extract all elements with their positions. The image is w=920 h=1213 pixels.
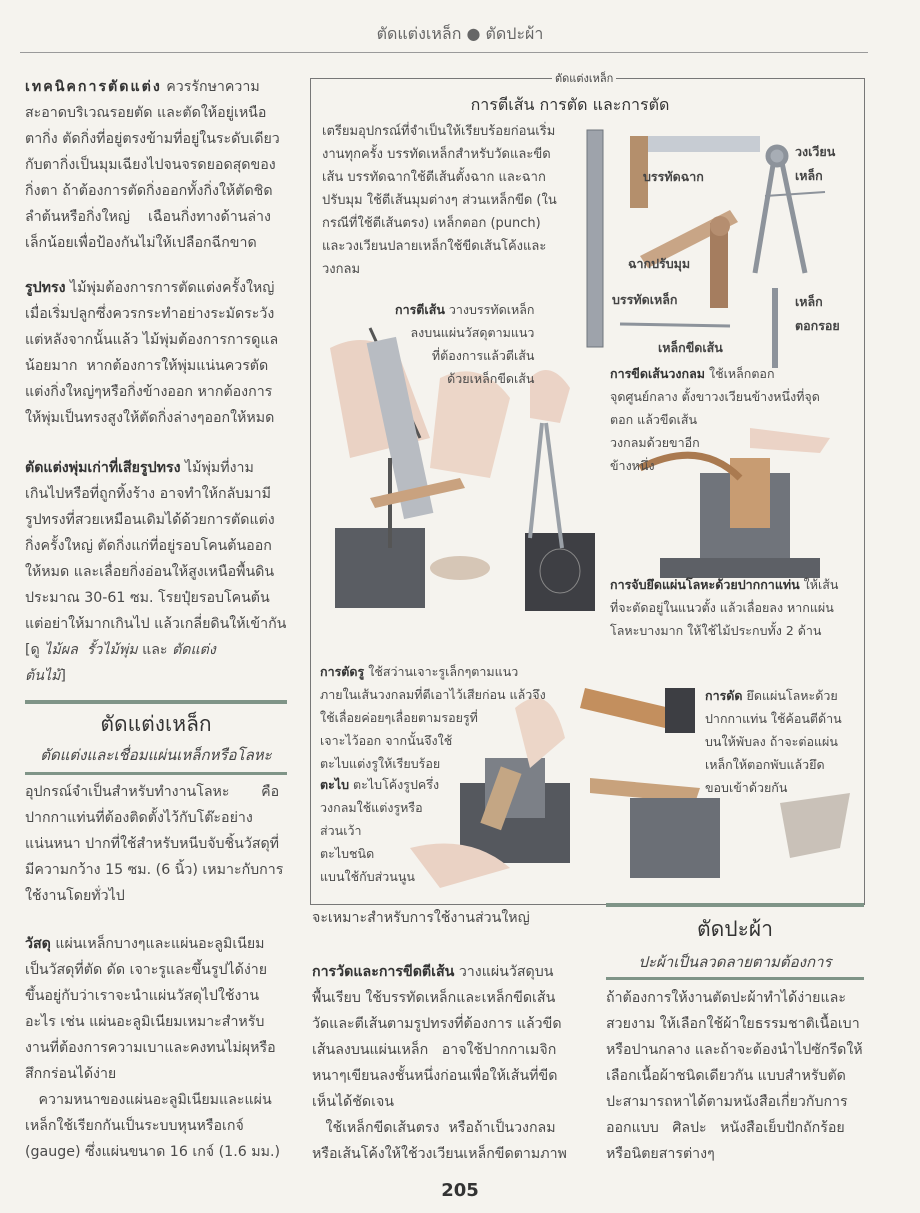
- text-line: [25, 275, 278, 301]
- line-text: ใช้เลื่อยค่อยๆเลื่อยตามรอยรูที่: [320, 710, 478, 725]
- text-line: [25, 533, 286, 559]
- line-text: แต่งกิ่งใหญ่ๆหรือกิ่งข้างออก หากต้องการ: [25, 384, 273, 400]
- line-text: แต่หลังจากนั้นแล้ว ไม้พุ่มต้องการการดูแล: [25, 332, 279, 348]
- text-line: [320, 819, 439, 842]
- line-text: วัดและตีเส้นตามรูปทรงที่ต้องการ แล้วขีด: [312, 1016, 562, 1032]
- line-text: กรณีที่ใช้ตีเส้นตรง) เหล็กตอก (punch): [322, 216, 541, 231]
- text-line: [25, 230, 280, 256]
- see-also-hedges[interactable]: รั้วไม้พุ่ม: [86, 642, 138, 658]
- line-text: กับตากิ่งเป็นมุมเฉียงไปจนจรดยอดสุดของ: [25, 157, 276, 173]
- see-also: [25, 637, 216, 689]
- text-line: [320, 796, 439, 819]
- line-text: ความหนาของแผ่นอะลูมิเนียมและแผ่น: [25, 1092, 272, 1108]
- text-line: [610, 596, 838, 619]
- lead-in-heading: การตัดรู: [320, 664, 365, 679]
- paragraph-measuring: [312, 959, 567, 1167]
- caption-vice: [610, 573, 838, 642]
- line-text: ตากิ่ง ตัดกิ่งที่อยู่ตรงข้ามที่อยู่ในระดับเดียว: [25, 131, 280, 147]
- line-text: เห็นได้ชัดเจน: [312, 1094, 394, 1110]
- text-line: [320, 706, 546, 729]
- paragraph-applique: [606, 985, 863, 1167]
- text-line: [705, 730, 842, 753]
- line-text: สึกกร่อนได้ง่าย: [25, 1066, 117, 1082]
- line-text: จุดศูนย์กลาง ตั้งขาวงเวียนข้างหนึ่งที่จุด: [610, 389, 820, 404]
- text-line: [606, 985, 863, 1011]
- line-text: ให้หมด และเลื่อยกิ่งอ่อนให้สูงเหนือพื้นดิน: [25, 564, 275, 580]
- line-text: วางบรรทัดเหล็ก: [444, 302, 535, 317]
- text-line: [25, 405, 278, 431]
- text-line: [25, 353, 278, 379]
- line-text: งานที่ต้องการความเบาและคงทนไม่ผุหรือ: [25, 1040, 276, 1056]
- section-rule-bottom: [25, 772, 287, 775]
- text-line: [25, 1061, 280, 1087]
- caption-folding: [705, 684, 842, 799]
- text-line: [312, 905, 530, 931]
- text-line: [25, 779, 283, 805]
- line-text: งานทุกครั้ง บรรทัดเหล็กสำหรับวัดและขีด: [322, 147, 551, 162]
- line-text: (gauge) ซึ่งแผ่นขนาด 16 เกจ์ (1.6 มม.): [25, 1144, 280, 1160]
- text-line: [25, 152, 280, 178]
- text-line: [25, 1035, 280, 1061]
- line-text: ขอบเข้าด้วยกัน: [705, 780, 788, 795]
- line-text: แผ่นเหล็กบางๆและแผ่นอะลูมิเนียม: [50, 936, 265, 952]
- paragraph-metalwork-intro: [25, 779, 283, 909]
- line-text: ปรับมุม ใช้ตีเส้นมุมต่างๆ ส่วนเหล็กขีด (ใน: [322, 193, 557, 208]
- text-line: [606, 1115, 863, 1141]
- text-line: [312, 1141, 567, 1167]
- caption-marking: [395, 298, 534, 390]
- text-line: [395, 321, 534, 344]
- see-also-open: [ดู: [25, 642, 45, 658]
- line-text: พื้นเรียบ ใช้บรรทัดเหล็กและเหล็กขีดเส้น: [312, 990, 556, 1006]
- line-text: ลำต้นหรือกิ่งใหญ่ เฉือนกิ่งทางด้านล่าง: [25, 209, 271, 225]
- text-line: [25, 1087, 280, 1113]
- text-line: [25, 1113, 280, 1139]
- text-line: [610, 385, 820, 408]
- text-line: [610, 408, 820, 431]
- paragraph-old-shrub: [25, 455, 286, 637]
- label-center-punch: [795, 290, 840, 338]
- text-line: [320, 752, 546, 775]
- text-line: [25, 126, 280, 152]
- caption-file: [320, 773, 439, 888]
- line-text: ลงบนแผ่นวัสดุตามแนว: [410, 325, 535, 340]
- label-compass-line-1: วงเวียน: [795, 144, 836, 159]
- text-line: [25, 178, 280, 204]
- header-rule: [20, 52, 868, 53]
- line-text: ที่ต้องการแล้วตีเส้น: [431, 348, 535, 363]
- paragraph-continued: [312, 905, 530, 931]
- lead-in-heading: การขีดเส้นวงกลม: [610, 366, 706, 381]
- paragraph-materials: [25, 931, 280, 1165]
- line-text: ส่วนเว้า: [320, 823, 362, 838]
- label-try-square: บรรทัดฉาก: [643, 169, 704, 184]
- text-line: [25, 327, 278, 353]
- lead-in-heading: ตะไบ: [320, 777, 350, 792]
- text-line: [312, 985, 567, 1011]
- line-text: ไม้พุ่มที่งาม: [180, 460, 254, 476]
- line-text: เกินไปหรือที่ถูกทิ้งร้าง อาจทำให้กลับมามี: [25, 486, 271, 502]
- line-text: จะเหมาะสำหรับการใช้งานส่วนใหญ่: [312, 910, 530, 926]
- text-line: [606, 1063, 863, 1089]
- text-line: [25, 100, 280, 126]
- section-title-applique: ตัดปะผ้า: [697, 917, 773, 941]
- text-line: [312, 1063, 567, 1089]
- compass-circle-illustration: [525, 370, 595, 611]
- text-line: [610, 619, 838, 642]
- text-line: [610, 573, 838, 596]
- line-text: ปากกาแท่น ใช้ค้อนตีด้าน: [705, 711, 842, 726]
- text-line: [312, 1011, 567, 1037]
- line-text: ตอก แล้วขีดเส้น: [610, 412, 698, 427]
- label-punch-line-2: ตอกรอย: [795, 318, 840, 333]
- lead-in-heading: การดัด: [705, 688, 743, 703]
- line-text: หนาๆเขียนลงชั้นหนึ่งก่อนเพื่อให้เส้นที่ขีด: [312, 1068, 558, 1084]
- line-text: ขึ้นอยู่กับว่าเราจะนำแผ่นวัสดุไปใช้งาน: [25, 988, 260, 1004]
- text-line: [320, 683, 546, 706]
- line-text: อะไร เช่น แผ่นอะลูมิเนียมเหมาะสำหรับ: [25, 1014, 265, 1030]
- line-text: ประมาณ 30-61 ซม. โรยปุ๋ยรอบโคนต้น: [25, 590, 270, 606]
- line-text: รูปทรงที่สวยเหมือนเดิมได้ด้วยการตัดแต่ง: [25, 512, 275, 528]
- text-line: [606, 1141, 863, 1167]
- line-text: ข้างหนึ่ง: [610, 458, 655, 473]
- text-line: [610, 362, 820, 385]
- label-compass: [795, 140, 835, 188]
- text-line: [320, 842, 439, 865]
- text-line: [25, 301, 278, 327]
- line-text: เล็กน้อยเพื่อป้องกันไม่ให้เปลือกฉีกขาด: [25, 235, 257, 251]
- text-line: [610, 431, 820, 454]
- lead-in-heading: ตัดแต่งพุ่มเก่าที่เสียรูปทรง: [25, 460, 181, 476]
- label-steel-rule: บรรทัดเหล็ก: [612, 292, 678, 307]
- label-punch-line-1: เหล็ก: [795, 294, 823, 309]
- line-text: หรือเส้นโค้งให้ใช้วงเวียนเหล็กขีดตามภาพ: [312, 1146, 567, 1162]
- box-label: ตัดแต่งเหล็ก: [552, 69, 616, 87]
- lead-in-heading: การจับยึดแผ่นโลหะด้วยปากกาแท่น: [610, 577, 800, 592]
- section-rule-bottom-patchwork: [606, 977, 864, 980]
- text-line: [312, 1037, 567, 1063]
- text-line: [25, 611, 286, 637]
- text-line: [320, 660, 546, 683]
- section-subtitle-applique: ปะผ้าเป็นลวดลายตามต้องการ: [638, 953, 832, 971]
- text-line: [705, 776, 842, 799]
- line-text: เมื่อเริ่มปลูกซึ่งควรกระทำอย่างระมัดระวัง: [25, 306, 275, 322]
- line-text: กิ่งตา ถ้าต้องการตัดกิ่งออกทั้งกิ่งให้ตัดชิด: [25, 183, 273, 199]
- text-line: [25, 507, 286, 533]
- line-text: ใช้สว่านเจาะรูเล็กๆตามแนว: [364, 664, 519, 679]
- line-text: ปากกาแท่นที่ต้องติดตั้งไว้กับโต๊ะอย่าง: [25, 810, 253, 826]
- caption-circle: [610, 362, 820, 477]
- line-text: ตะไบแต่งรูให้เรียบร้อย: [320, 756, 441, 771]
- text-line: [705, 753, 842, 776]
- line-text: แน่นหนา ปากที่ใช้สำหรับหนีบจับชิ้นวัสดุที่: [25, 836, 280, 852]
- line-text: กิ่งครั้งใหญ่ ตัดกิ่งแก่ที่อยู่รอบโคนต้นออก: [25, 538, 272, 554]
- line-text: เลือกเนื้อผ้าชนิดเดียวกัน แบบสำหรับตัด: [606, 1068, 846, 1084]
- line-text: แต่อย่าให้มากเกินไป แล้วเกลี่ยดินให้เข้ากัน: [25, 616, 287, 632]
- line-text: เตรียมอุปกรณ์ที่จำเป็นให้เรียบร้อยก่อนเริ่ม: [322, 124, 556, 139]
- section-subtitle-metalwork: ตัดแต่งและเชื่อมแผ่นเหล็กหรือโลหะ: [40, 746, 272, 764]
- see-also-pruning[interactable]: ตัดแต่ง: [172, 642, 216, 658]
- text-line: [610, 454, 820, 477]
- text-line: [25, 74, 280, 100]
- see-also-close: ]: [60, 668, 66, 684]
- text-line: [25, 857, 283, 883]
- line-text: ใช้เหล็กตอก: [705, 366, 775, 381]
- text-line: [25, 481, 286, 507]
- text-line: [312, 959, 567, 985]
- line-text: ตะไบชนิด: [320, 846, 375, 861]
- see-also-and: และ: [137, 642, 173, 658]
- text-line: [25, 983, 280, 1009]
- line-text: ให้พุ่มเป็นทรงสูงให้ตัดกิ่งล่างๆออกให้หมด: [25, 410, 275, 426]
- line-text: โลหะบางมาก ให้ใช้ไม้ประกบทั้ง 2 ด้าน: [610, 623, 822, 638]
- line-text: สวยงาม ให้เลือกใช้ผ้าใยธรรมชาติเนื้อเบา: [606, 1016, 860, 1032]
- line-text: ถ้าต้องการให้งานตัดปะผ้าทำได้ง่ายและ: [606, 990, 846, 1006]
- line-text: ใช้งานโดยทั่วไป: [25, 888, 125, 904]
- section-rule-top: [25, 700, 287, 704]
- line-text: ออกแบบ ศิลปะ หนังสือเย็บปักถักร้อย: [606, 1120, 845, 1136]
- line-text: เหล็กให้ตอกพับแล้วยึด: [705, 757, 825, 772]
- text-line: [320, 729, 546, 752]
- line-text: แบนใช้กับส่วนนูน: [320, 869, 415, 884]
- line-text: ตะไบโค้งรูปครึ่ง: [349, 777, 440, 792]
- text-line: [25, 883, 283, 909]
- line-text: วางแผ่นวัสดุบน: [454, 964, 554, 980]
- line-text: ด้วยเหล็กขีดเส้น: [447, 371, 535, 386]
- line-text: มีความกว้าง 15 ซม. (6 นิ้ว) เหมาะกับการ: [25, 862, 284, 878]
- text-line: [25, 831, 283, 857]
- text-line: [606, 1011, 863, 1037]
- running-header: ตัดแต่งเหล็ก ● ตัดปะผ้า: [376, 24, 544, 43]
- line-text: ควรรักษาความ: [161, 79, 260, 95]
- line-text: ไม้พุ่มต้องการการตัดแต่งครั้งใหญ่: [65, 280, 275, 296]
- text-line: [395, 344, 534, 367]
- text-line: [312, 1089, 567, 1115]
- paragraph-shape: [25, 275, 278, 431]
- text-line: [606, 1089, 863, 1115]
- text-line: [25, 1009, 280, 1035]
- line-text: สะอาดบริเวณรอยตัด และตัดให้อยู่เหนือ: [25, 105, 267, 121]
- figure-title: การตีเส้น การตัด และการตัด: [470, 95, 670, 114]
- line-text: วงกลมด้วยขาอีก: [610, 435, 700, 450]
- label-scriber: เหล็กขีดเส้น: [658, 340, 723, 355]
- line-text: ภายในเส้นวงกลมที่ตีเอาไว้เสียก่อน แล้วจึง: [320, 687, 546, 702]
- line-text: เจาะไว้ออก จากนั้นจึงใช้: [320, 733, 453, 748]
- text-line: [25, 805, 283, 831]
- line-text: วงกลมใช้แต่งรูหรือ: [320, 800, 423, 815]
- line-text: เป็นวัสดุที่ตัด ดัด เจาะรูและขึ้นรูปได้ง่าย: [25, 962, 268, 978]
- text-line: [705, 684, 842, 707]
- line-text: น้อยมาก หากต้องการให้พุ่มแน่นควรตัด: [25, 358, 269, 374]
- text-line: [25, 957, 280, 983]
- text-line: [395, 367, 534, 390]
- line-text: บนให้พับลง ถ้าจะต่อแผ่น: [705, 734, 838, 749]
- text-line: [312, 1115, 567, 1141]
- line-text: ยึดแผ่นโลหะด้วย: [742, 688, 838, 703]
- punch-drawing: [772, 288, 778, 368]
- steel-rule-drawing: [587, 130, 603, 347]
- lead-in-heading: การวัดและการขีดตีเส้น: [312, 964, 455, 980]
- text-line: [606, 1037, 863, 1063]
- text-line: [25, 1139, 280, 1165]
- line-text: หรือปานกลาง และถ้าจะต้องนำไปซักรีดให้: [606, 1042, 863, 1058]
- line-text: เส้นลงบนแผ่นเหล็ก อาจใช้ปากกาเมจิก: [312, 1042, 557, 1058]
- text-line: [705, 707, 842, 730]
- line-text: ที่จะตัดอยู่ในแนวตั้ง แล้วเลื่อยลง หากแผ่น: [610, 600, 834, 615]
- lead-in-heading: รูปทรง: [25, 280, 66, 296]
- label-sliding-bevel: ฉากปรับมุม: [628, 256, 691, 271]
- page-number: 205: [441, 1180, 479, 1201]
- section-title-metalwork: ตัดแต่งเหล็ก: [100, 712, 212, 736]
- paragraph-pruning-technique: [25, 74, 280, 256]
- see-also-pruning-2[interactable]: ต้นไม้: [25, 668, 61, 684]
- text-line: [25, 931, 280, 957]
- line-text: ให้เส้น: [799, 577, 839, 592]
- line-text: หรือนิตยสารต่างๆ: [606, 1146, 715, 1162]
- text-line: [25, 379, 278, 405]
- caption-cutting-hole: [320, 660, 546, 775]
- line-text: ปะสามารถหาได้ตามหนังสือเกี่ยวกับการ: [606, 1094, 848, 1110]
- line-text: อุปกรณ์จำเป็นสำหรับทำงานโลหะ คือ: [25, 784, 280, 800]
- line-text: ใช้เหล็กขีดเส้นตรง หรือถ้าเป็นวงกลม: [312, 1120, 556, 1136]
- see-also-fruit-trees[interactable]: ไม้ผล: [44, 642, 78, 658]
- scriber-drawing: [620, 324, 730, 326]
- section-rule-top-patchwork: [606, 903, 864, 907]
- text-line: [395, 298, 534, 321]
- text-line: [320, 773, 439, 796]
- line-text: และวงเวียนปลายเหล็กใช้ขีดเส้นโค้งและ: [322, 239, 547, 254]
- lead-in-heading: เทคนิคการตัดแต่ง: [25, 79, 162, 95]
- text-line: [25, 455, 286, 481]
- text-line: [25, 559, 286, 585]
- line-text: เส้น บรรทัดฉากใช้ตีเส้นตั้งฉาก และฉาก: [322, 170, 546, 185]
- text-line: [25, 585, 286, 611]
- text-line: [25, 204, 280, 230]
- lead-in-heading: การตีเส้น: [395, 302, 445, 317]
- lead-in-heading: วัสดุ: [25, 936, 51, 952]
- text-line: [320, 865, 439, 888]
- line-text: วงกลม: [322, 262, 361, 277]
- line-text: เหล็กใช้เรียกกันเป็นระบบหุนหรือเกจ์: [25, 1118, 244, 1134]
- label-compass-line-2: เหล็ก: [795, 168, 823, 183]
